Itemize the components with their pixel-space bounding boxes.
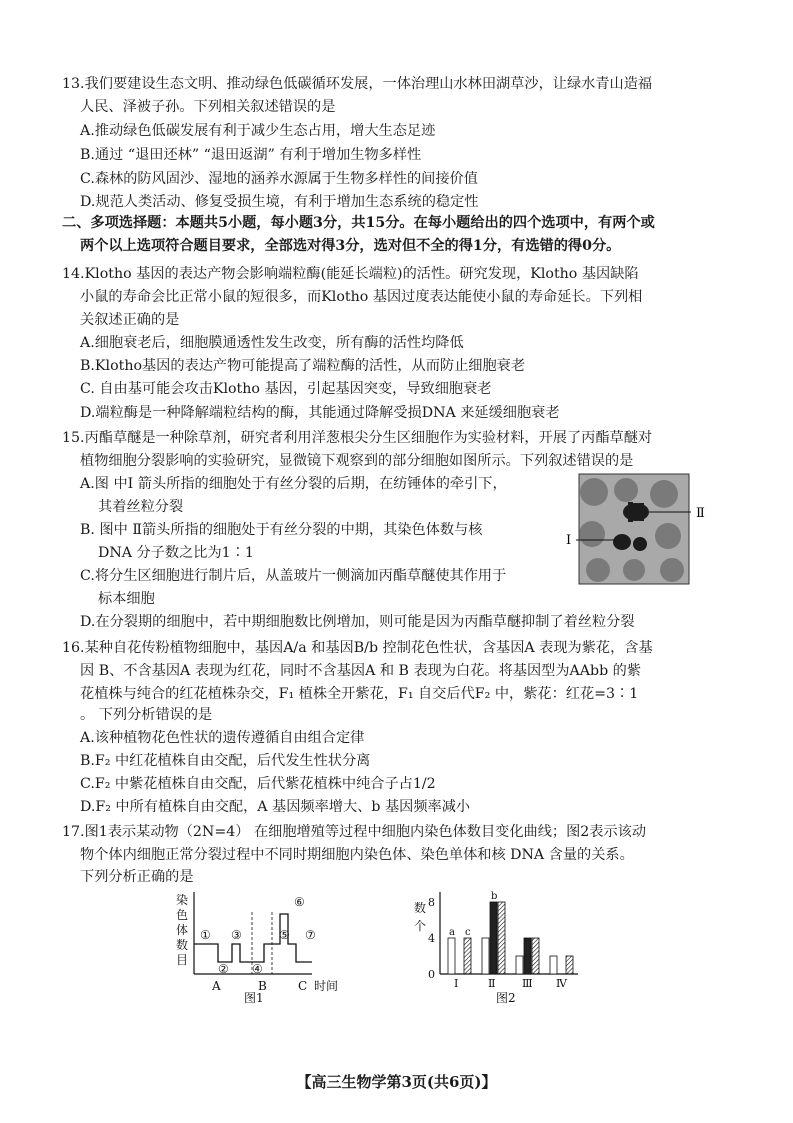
cell-blob [614,478,638,502]
q16-stem-line4: 。 下列分析错误的是 [80,707,213,723]
q17-stem-line1: 17.图1表示某动物（2N=4） 在细胞增殖等过程中细胞内染色体数目变化曲线；图2表示该动 [62,824,647,840]
fig2-category-label: Ⅳ [556,977,567,990]
q13-option-a: A.推动绿色低碳发展有利于减少生态占用，增大生态足迹 [80,123,436,139]
fig1-segment-label: ⑥ [294,895,305,909]
q16-option-d: D.F₂ 中所有植株自由交配，A 基因频率增大、b 基因频率减小 [80,799,471,815]
figure1 [172,882,352,1006]
fig2-bar-b [490,902,497,974]
cell-blob [623,559,645,581]
q15-option-c-line2: 标本细胞 [98,591,155,607]
q16-stem-line1: 16.某种自花传粉植物细胞中，基因A/a 和基因B/b 控制花色性状，含基因A 表现为紫花，含基 [62,640,653,656]
fig1-segment-label: ① [200,928,211,942]
metaphase-chromosomes [628,502,633,522]
q17-stem-line2: 物个体内细胞正常分裂过程中不同时期细胞内染色体、染色单体和核 DNA 含量的关系。 [80,847,634,863]
fig1-curve [194,914,312,962]
fig2-bar-c [464,938,471,974]
metaphase-chromosomes [639,503,644,521]
section2-title-line2: 两个以上选项符合题目要求，全部选对得3分，选对但不全的得1分，有选错的得0分。 [80,238,621,254]
micrograph-figure [564,472,714,588]
q15-option-a-line2: 其着丝粒分裂 [98,499,184,515]
metaphase-chromosomes [623,503,649,521]
q14-stem-line1: 14.Klotho 基因的表达产物会影响端粒酶(能延长端粒)的活性。研究发现，Klotho 基因缺陷 [62,266,639,282]
q16-stem-line3: 花植株与纯合的红花植株杂交，F₁ 植株全开紫花，F₁ 自交后代F₂ 中，紫花：红花=3∶1 [80,686,639,702]
cell-blob [660,558,684,582]
q15-stem-line1: 15.丙酯草醚是一种除草剂，研究者利用洋葱根尖分生区细胞作为实验材料，开展了丙酯草醚对 [62,430,653,446]
fig1-segment-label: ③ [231,928,242,942]
q14-option-c: C. 自由基可能会攻击Klotho 基因，引起基因突变，导致细胞衰老 [80,381,492,397]
cell-blob [586,558,610,582]
fig2-bar-c [566,956,573,974]
fig2-series-label: a [449,927,455,938]
fig1-ylabel-char: 数 [176,938,189,952]
fig1-segment-label: ④ [252,962,263,976]
cell-blob [655,523,681,549]
q15-option-d: D.在分裂期的细胞中，若中期细胞数比例增加，则可能是因为丙酯草醚抑制了着丝粒分裂 [80,614,635,630]
fig1-phase-label: C [298,979,308,993]
fig1-segment-label: ② [218,962,229,976]
fig1-segment-label: ⑦ [305,928,316,942]
fig2-bar-a [482,938,489,974]
fig1-ylabel-char: 色 [176,908,189,922]
fig2-category-label: Ⅲ [522,977,533,990]
q13-option-c: C.森林的防风固沙、湿地的涵养水源属于生物多样性的间接价值 [80,171,478,187]
anaphase-chromosomes [633,537,647,551]
q15-option-b-line1: B. 图中 Ⅱ箭头所指的细胞处于有丝分裂的中期，其染色体数与核 [80,522,483,538]
fig-label-II: Ⅱ [696,506,705,521]
fig1-phase-label: A [212,979,221,993]
fig2-caption: 图2 [496,991,516,1005]
fig2-category-label: Ⅱ [488,977,496,990]
q14-option-d: D.端粒酶是一种降解端粒结构的酶，其能通过降解受损DNA 来延缓细胞衰老 [80,405,560,421]
cell-blob [579,521,605,547]
q15-stem-line2: 植物细胞分裂影响的实验研究，显微镜下观察到的部分细胞如图所示。下列叙述错误的是 [80,453,634,469]
fig2-bar-a [550,956,557,974]
fig2-bar-c [498,902,505,974]
page-footer: 【高三生物学第3页(共6页)】 [296,1073,497,1091]
q15-option-c-line1: C.将分生区细胞进行制片后，从盖玻片一侧滴加丙酯草醚使其作用于 [80,568,507,584]
fig2-y-tick: 8 [428,896,435,909]
q16-option-a: A.该种植物花色性状的遗传遵循自由组合定律 [80,730,365,746]
section2-title-line1: 二、多项选择题：本题共5小题，每小题3分，共15分。在每小题给出的四个选项中，有两个或 [62,215,655,231]
fig2-bar-a [448,938,455,974]
q14-option-b: B.Klotho基因的表达产物可能提高了端粒酶的活性，从而防止细胞衰老 [80,358,526,374]
q14-stem-line2: 小鼠的寿命会比正常小鼠的短很多，而Klotho 基因过度表达能使小鼠的寿命延长。下列相 [80,289,643,305]
q17-stem-line3: 下列分析正确的是 [80,869,194,885]
cell-blob [650,480,678,508]
q14-stem-line3: 关叙述正确的是 [80,312,180,328]
fig2-bar-b [524,938,531,974]
fig1-ylabel-char: 染 [176,893,189,907]
q16-option-b: B.F₂ 中红花植株自由交配，后代发生性状分离 [80,753,371,769]
anaphase-chromosomes [613,534,631,550]
q13-option-d: D.规范人类活动、修复受损生境，有利于增加生态系统的稳定性 [80,194,479,210]
fig2-series-label: b [491,891,498,902]
fig2-bar-a [516,956,523,974]
fig2-y-tick: 4 [428,932,435,945]
fig2-ylabel-char: 数 [414,901,427,915]
cell-blob [580,478,608,506]
q15-option-b-line2: DNA 分子数之比为1∶1 [98,545,254,561]
figure2 [412,882,592,1006]
fig1-caption: 图1 [244,991,264,1005]
q13-stem-line2: 人民、泽被子孙。下列相关叙述错误的是 [80,99,336,115]
q13-stem-line1: 13.我们要建设生态文明、推动绿色低碳循环发展，一体治理山水林田湖草沙，让绿水青山造福 [62,76,653,92]
fig1-phase-label: B [258,979,267,993]
fig2-ylabel-char: 个 [414,919,427,933]
fig2-series-label: c [465,927,471,938]
fig1-ylabel-char: 体 [176,923,189,937]
fig2-category-label: I [454,977,459,990]
fig2-y-tick: 0 [428,968,435,981]
q16-option-c: C.F₂ 中紫花植株自由交配，后代紫花植株中纯合子占1/2 [80,776,436,792]
q15-option-a-line1: A.图 中I 箭头所指的细胞处于有丝分裂的后期，在纺锤体的牵引下， [80,476,507,492]
fig1-xlabel: 时间 [314,979,339,993]
q13-option-b: B.通过 “退田还林” “退田返湖” 有利于增加生物多样性 [80,147,422,163]
q14-option-a: A.细胞衰老后，细胞膜通透性发生改变，所有酶的活性均降低 [80,335,464,351]
fig1-segment-label: ⑤ [279,928,290,942]
fig2-bar-c [532,938,539,974]
fig1-ylabel-char: 目 [176,953,189,967]
q16-stem-line2: 因 B、不含基因A 表现为红花，同时不含基因A 和 B 表现为白花。将基因型为AAbb 的紫 [80,663,642,679]
fig-label-I: I [566,533,572,548]
